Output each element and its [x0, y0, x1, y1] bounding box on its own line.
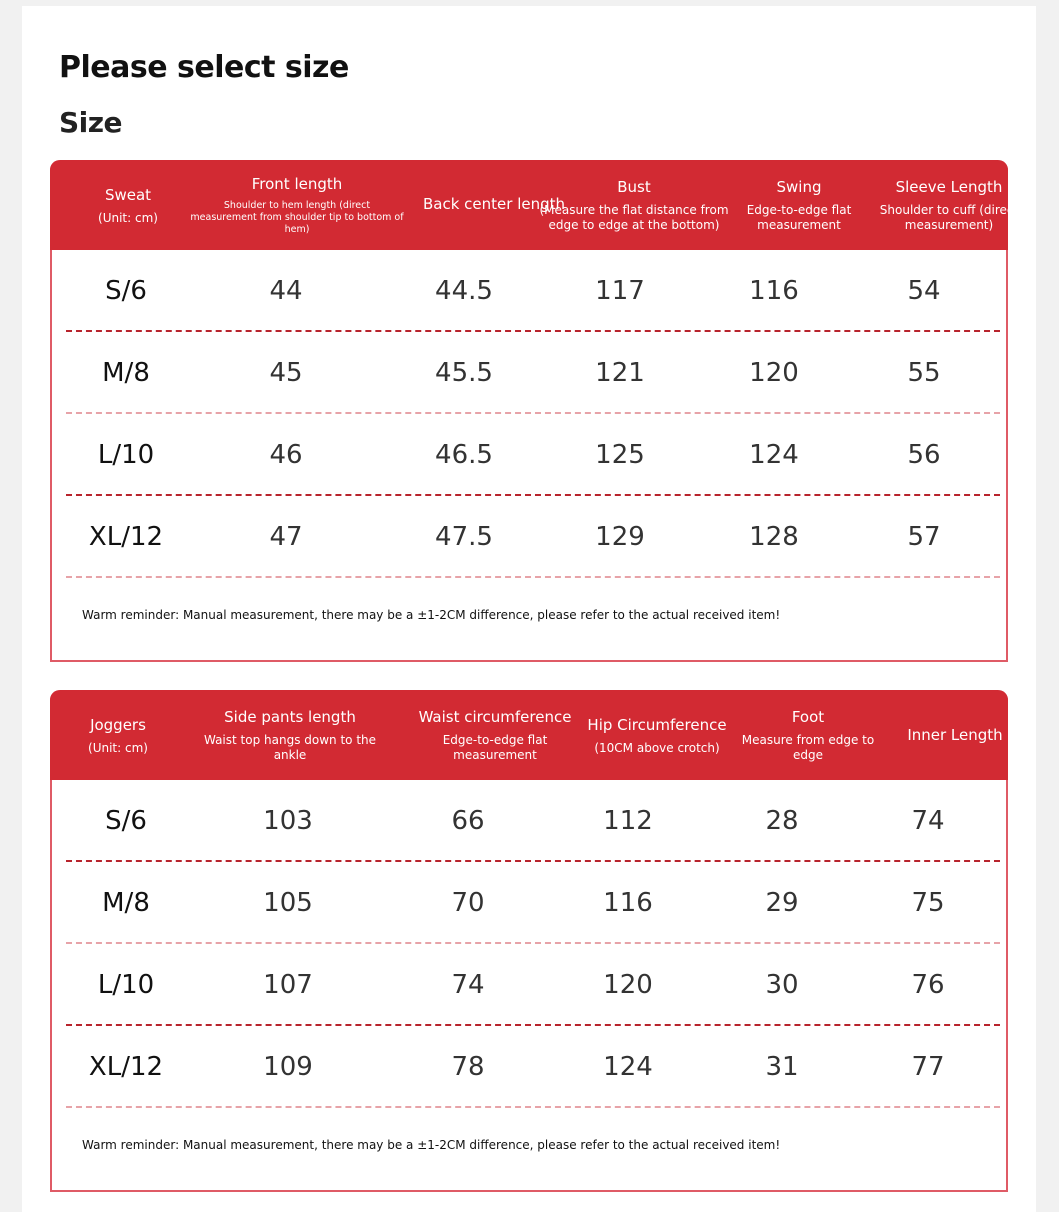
joggers-header-col-2 [400, 690, 590, 780]
joggers-header-side-pants-length: Side pants length [224, 708, 356, 726]
swing-cell: 116 [749, 276, 799, 306]
size-cell: M/8 [102, 358, 150, 388]
joggers-warm-reminder: Warm reminder: Manual measurement, there may be a ±1-2CM difference, please refer to the actual received item! [82, 1138, 781, 1152]
front-length-cell: 46 [269, 440, 303, 470]
sleeve-length-cell: 57 [907, 522, 941, 552]
bust-cell: 129 [595, 522, 645, 552]
back-center-length-cell: 47.5 [435, 522, 493, 552]
waist-circumference-cell: 74 [451, 970, 485, 1000]
sweat-header-swing-desc: Edge-to-edge flat measurement [746, 203, 852, 232]
swing-cell: 124 [749, 440, 799, 470]
sweat-header-col-4 [736, 160, 862, 250]
side-pants-length-cell: 107 [263, 970, 313, 1000]
size-cell: M/8 [102, 888, 150, 918]
foot-cell: 30 [765, 970, 799, 1000]
hip-circumference-cell: 112 [603, 806, 653, 836]
bust-cell: 125 [595, 440, 645, 470]
waist-circumference-cell: 78 [451, 1052, 485, 1082]
swing-cell: 128 [749, 522, 799, 552]
row-divider [66, 576, 1000, 578]
waist-circumference-cell: 66 [451, 806, 485, 836]
side-pants-length-cell: 103 [263, 806, 313, 836]
sweat-header-sleeve-length-desc: Shoulder to cuff (direct measurement) [879, 203, 1019, 232]
size-cell: S/6 [105, 806, 147, 836]
joggers-header-foot-desc: Measure from edge to edge [741, 733, 875, 762]
sleeve-length-cell: 55 [907, 358, 941, 388]
foot-cell: 31 [765, 1052, 799, 1082]
sweat-header-col-5 [872, 160, 1026, 250]
sweat-header-swing: Swing [776, 178, 822, 196]
joggers-header-col-5 [890, 690, 1020, 780]
sweat-header-col-0 [78, 160, 178, 250]
table-row [52, 862, 1006, 944]
sweat-header-unit: (Unit: cm) [98, 210, 158, 225]
sweat-header-bust: Bust [617, 178, 651, 196]
table-row [52, 780, 1006, 862]
joggers-header-hip-circumference: Hip Circumference [587, 715, 727, 734]
size-cell: XL/12 [88, 1052, 164, 1082]
foot-cell: 29 [765, 888, 799, 918]
back-center-length-cell: 45.5 [435, 358, 493, 388]
page-title: Please select size [59, 50, 349, 85]
sweat-header-title: Sweat [104, 185, 152, 204]
hip-circumference-cell: 116 [603, 888, 653, 918]
back-center-length-cell: 44.5 [435, 276, 493, 306]
sweat-header-bust-desc: (Measure the flat distance from edge to edge at the bottom) [539, 203, 729, 232]
row-divider [66, 1106, 1000, 1108]
sweat-header-front-length: Front length [251, 175, 343, 193]
size-cell: XL/12 [88, 522, 164, 552]
joggers-header-inner-length: Inner Length [907, 726, 1003, 744]
page [22, 6, 1036, 1212]
joggers-header-col-3 [580, 690, 734, 780]
joggers-header-col-1 [200, 690, 380, 780]
joggers-header-waist-circumference: Waist circumference [418, 708, 572, 726]
sweat-table-body [52, 250, 1006, 578]
sweat-header-col-3 [534, 160, 734, 250]
section-label-size: Size [59, 106, 123, 139]
side-pants-length-cell: 109 [263, 1052, 313, 1082]
joggers-header-foot: Foot [791, 708, 825, 726]
joggers-header-side-pants-length-desc: Waist top hangs down to the ankle [203, 733, 377, 762]
sweat-header-front-length-desc: Shoulder to hem length (direct measurement from shoulder tip to bottom of hem) [190, 200, 404, 235]
joggers-header-hip-desc: (10CM above crotch) [594, 740, 720, 755]
sweat-size-table [50, 160, 1019, 662]
hip-circumference-cell: 120 [603, 970, 653, 1000]
front-length-cell: 44 [269, 276, 303, 306]
front-length-cell: 47 [269, 522, 303, 552]
table-row [52, 944, 1006, 1026]
size-cell: S/6 [105, 276, 147, 306]
back-center-length-cell: 46.5 [435, 440, 493, 470]
sweat-header-sleeve-length: Sleeve Length [895, 178, 1003, 196]
sweat-header-col-1 [190, 160, 404, 250]
inner-length-cell: 77 [911, 1052, 945, 1082]
table-row [52, 250, 1006, 332]
joggers-header-title: Joggers [90, 715, 146, 734]
joggers-header-unit: (Unit: cm) [88, 740, 148, 755]
swing-cell: 120 [749, 358, 799, 388]
sleeve-length-cell: 56 [907, 440, 941, 470]
table-row [52, 1026, 1006, 1108]
side-pants-length-cell: 105 [263, 888, 313, 918]
bust-cell: 121 [595, 358, 645, 388]
waist-circumference-cell: 70 [451, 888, 485, 918]
joggers-table-header [50, 690, 1008, 780]
inner-length-cell: 74 [911, 806, 945, 836]
foot-cell: 28 [765, 806, 799, 836]
joggers-header-col-4 [738, 690, 878, 780]
size-cell: L/10 [97, 440, 155, 470]
table-row [52, 332, 1006, 414]
table-row [52, 414, 1006, 496]
size-cell: L/10 [97, 970, 155, 1000]
sleeve-length-cell: 54 [907, 276, 941, 306]
joggers-header-col-0 [68, 690, 168, 780]
sweat-warm-reminder: Warm reminder: Manual measurement, there may be a ±1-2CM difference, please refer to the actual received item! [82, 608, 781, 622]
inner-length-cell: 76 [911, 970, 945, 1000]
table-row [52, 496, 1006, 578]
joggers-header-waist-desc: Edge-to-edge flat measurement [442, 733, 548, 762]
sweat-table-header [50, 160, 1019, 250]
front-length-cell: 45 [269, 358, 303, 388]
hip-circumference-cell: 124 [603, 1052, 653, 1082]
bust-cell: 117 [595, 276, 645, 306]
joggers-size-table [50, 690, 1008, 1192]
inner-length-cell: 75 [911, 888, 945, 918]
joggers-table-body [52, 780, 1006, 1108]
sweat-header-back-center-length: Back center length [422, 195, 566, 213]
